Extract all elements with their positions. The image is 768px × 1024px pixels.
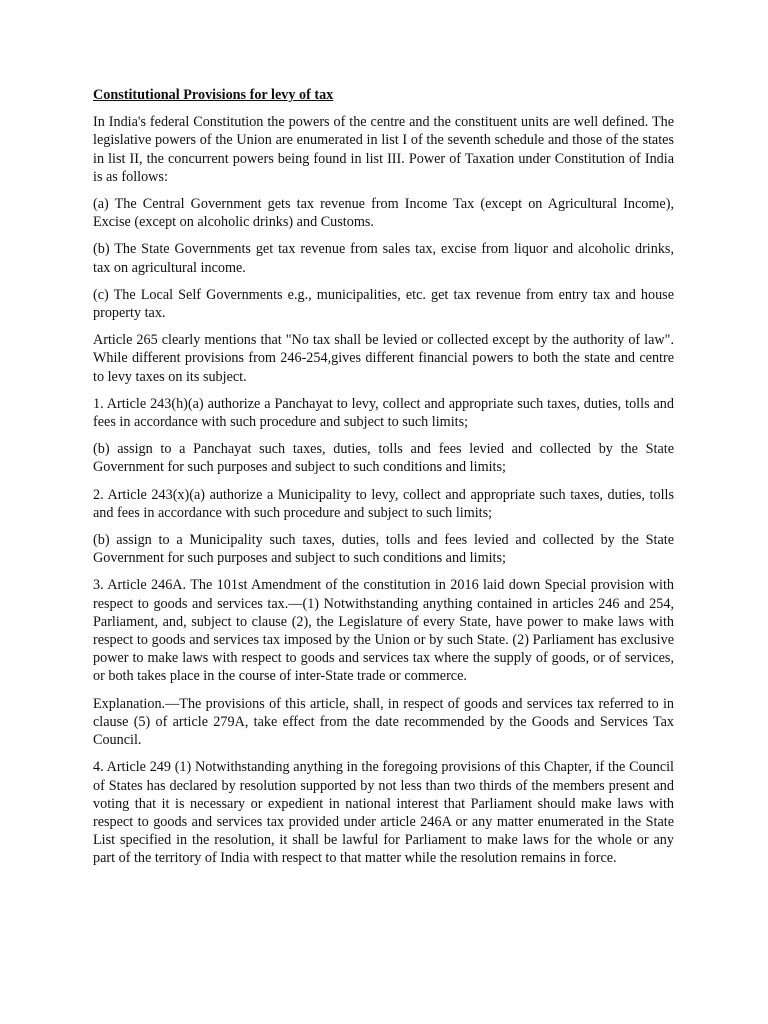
document-page [93,86,674,877]
paragraph-article-243h-a: 1. Article 243(h)(a) authorize a Panchayat to levy, collect and appropriate such taxes, duties, tolls and fees in accordance with such procedure and subject to such limits; [93,395,674,431]
paragraph-article-243h-b: (b) assign to a Panchayat such taxes, duties, tolls and fees levied and collected by the State Government for such purposes and subject to such conditions and limits; [93,441,674,476]
paragraph-state-governments: (b) The State Governments get tax revenue from sales tax, excise from liquor and alcoholic drinks, tax on agricultural income. [93,241,674,276]
paragraph-local-self-governments: (c) The Local Self Governments e.g., municipalities, etc. get tax revenue from entry tax and house property tax. [93,286,674,322]
paragraph-central-government: (a) The Central Government gets tax revenue from Income Tax (except on Agricultural Income), Excise (except on alcoholic drinks) and Customs. [93,196,674,231]
paragraph-article-246a: 3. Article 246A. The 101st Amendment of the constitution in 2016 laid down Special provision with respect to goods and services tax.—(1) Notwithstanding anything contained in articles 246 and 254, Parliament, and, subject to clause (2), the Legislature of every State, have power to make laws with respect to goods and services tax imposed by the Union or by such State. (2) Parliament has exclusive power to make laws with respect to goods and services tax where the supply of goods, or of services, or both takes place in the course of inter-State trade or commerce. [93,577,674,685]
paragraph-explanation: Explanation.—The provisions of this article, shall, in respect of goods and services tax referred to in clause (5) of article 279A, take effect from the date recommended by the Goods and Services Tax Council. [93,695,674,749]
paragraph-article-265: Article 265 clearly mentions that "No tax shall be levied or collected except by the authority of law". While different provisions from 246-254,gives different financial powers to both the state and centre to levy taxes on its subject. [93,332,674,385]
paragraph-article-249: 4. Article 249 (1) Notwithstanding anything in the foregoing provisions of this Chapter, if the Council of States has declared by resolution supported by not less than two thirds of the members present and voting that it is necessary or expedient in national interest that Parliament should make laws with respect to goods and services tax provided under article 246A or any matter enumerated in the State List specified in the resolution, it shall be lawful for Parliament to make laws for the whole or any part of the territory of India with respect to that matter while the resolution remains in force. [93,759,674,867]
paragraph-article-243x-a: 2. Article 243(x)(a) authorize a Municipality to levy, collect and appropriate such taxes, duties, tolls and fees in accordance with such procedure and subject to such limits; [93,486,674,521]
paragraph-intro: In India's federal Constitution the powers of the centre and the constituent units are well defined. The legislative powers of the Union are enumerated in list I of the seventh schedule and those of the states in list II, the concurrent powers being found in list III. Power of Taxation under Constitution of India is as follows: [93,114,674,185]
document-title: Constitutional Provisions for levy of tax [93,87,334,103]
paragraph-article-243x-b: (b) assign to a Municipality such taxes, duties, tolls and fees levied and collected by the State Government for such purposes and subject to such conditions and limits; [93,532,674,567]
